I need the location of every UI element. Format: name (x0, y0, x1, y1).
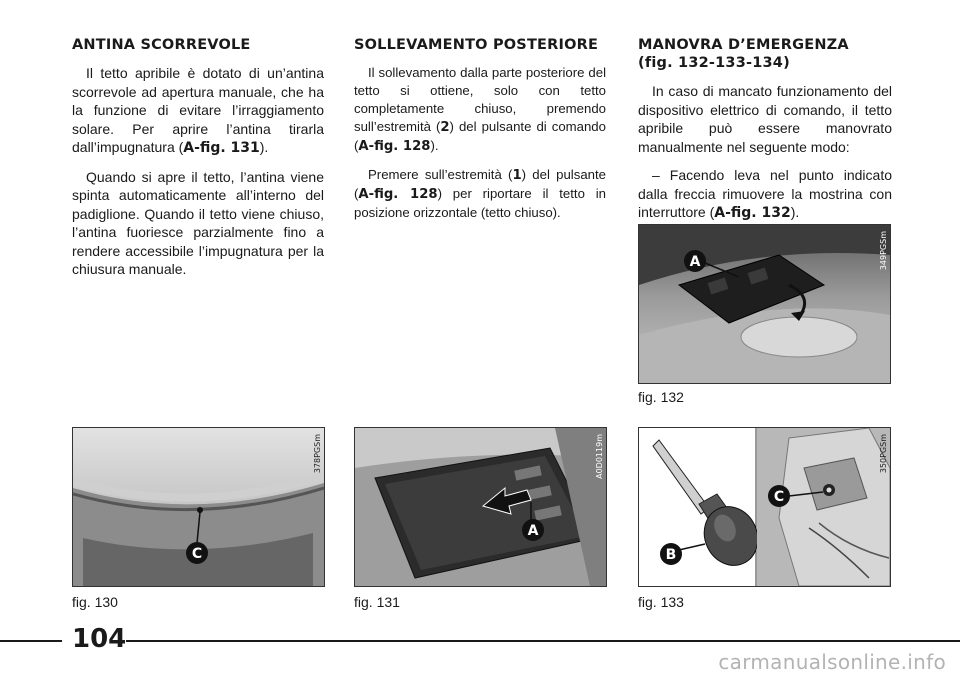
figure-131-caption: fig. 131 (354, 594, 400, 610)
section-title-antina: ANTINA SCORREVOLE (72, 37, 251, 53)
fig-reference: A-fig. 132 (714, 205, 791, 221)
paragraph-sollevamento-1: Il sollevamento dalla parte posteriore del tetto si ottiene, solo con tetto completamente chiuso, premendo sull’estremità (2) del pulsante di comando (A-fig. 128). (354, 65, 606, 154)
figure-133-image (638, 427, 891, 587)
callout-a-label: A (689, 254, 701, 270)
section-title-sollevamento: SOLLEVAMENTO POSTERIORE (354, 37, 599, 53)
figure-130-drawing (73, 428, 324, 586)
figure-132-caption: fig. 132 (638, 389, 684, 405)
page-number: 104 (72, 624, 127, 654)
callout-c-label: C (191, 546, 203, 562)
fig-reference: A-fig. 128 (358, 187, 438, 202)
callout-c-label: C (773, 489, 785, 505)
image-code: A0D0119m (595, 434, 604, 479)
figure-133-drawing (639, 428, 890, 586)
paragraph-antina-1: Il tetto apribile è dotato di un’antina scorrevole ad apertura manuale, che ha la funzione di evitare l’irraggiamento solare. Per aprire l’antina tirarla dall’impugnatura (A-fig. 131). (72, 65, 324, 156)
column-sollevamento (354, 36, 606, 232)
figure-131-image (354, 427, 607, 587)
paragraph-antina-2: Quando si apre il tetto, l’antina viene spinta automaticamente all’interno del padiglione. Quando il tetto viene chiuso, l’antina fuoriesce parzialmente fino a rendere accessibile l’impugnatura per la chiusura manuale. (72, 168, 324, 277)
figure-131-drawing (355, 428, 606, 586)
figure-132-image (638, 224, 891, 384)
figure-132-drawing (639, 225, 890, 383)
image-code: 378PGSm (313, 434, 322, 474)
callout-b-label: B (665, 547, 677, 563)
number-reference: 2 (440, 120, 450, 135)
footer-rule-left (0, 640, 62, 642)
image-code: 349PGSm (879, 231, 888, 271)
figure-130-image (72, 427, 325, 587)
watermark: carmanualsonline.info (718, 650, 946, 674)
paragraph-sollevamento-2: Premere sull’estremità (1) del pulsante (A-fig. 128) per riportare il tetto in posizione orizzontale (tetto chiuso). (354, 167, 606, 220)
paragraph-emergenza-1: In caso di mancato funzionamento del dispositivo elettrico di comando, il tetto apribile può essere manovrato manualmente nel seguente modo: (638, 83, 892, 155)
fig-reference: A-fig. 128 (358, 139, 431, 154)
callout-a-label: A (527, 523, 539, 539)
image-code: 350PGSm (879, 434, 888, 474)
section-title-emergenza: MANOVRA D’EMERGENZA (fig. 132-133-134) (638, 37, 849, 71)
column-emergenza (638, 36, 892, 233)
footer-rule-right (126, 640, 960, 642)
number-reference: 1 (512, 168, 522, 183)
figure-133-caption: fig. 133 (638, 594, 684, 610)
figure-130-caption: fig. 130 (72, 594, 118, 610)
column-antina (72, 36, 324, 289)
fig-reference: A-fig. 131 (183, 140, 260, 156)
paragraph-emergenza-2: – Facendo leva nel punto indicato dalla freccia rimuovere la mostrina con interruttore (A-fig. 132). (638, 167, 892, 221)
